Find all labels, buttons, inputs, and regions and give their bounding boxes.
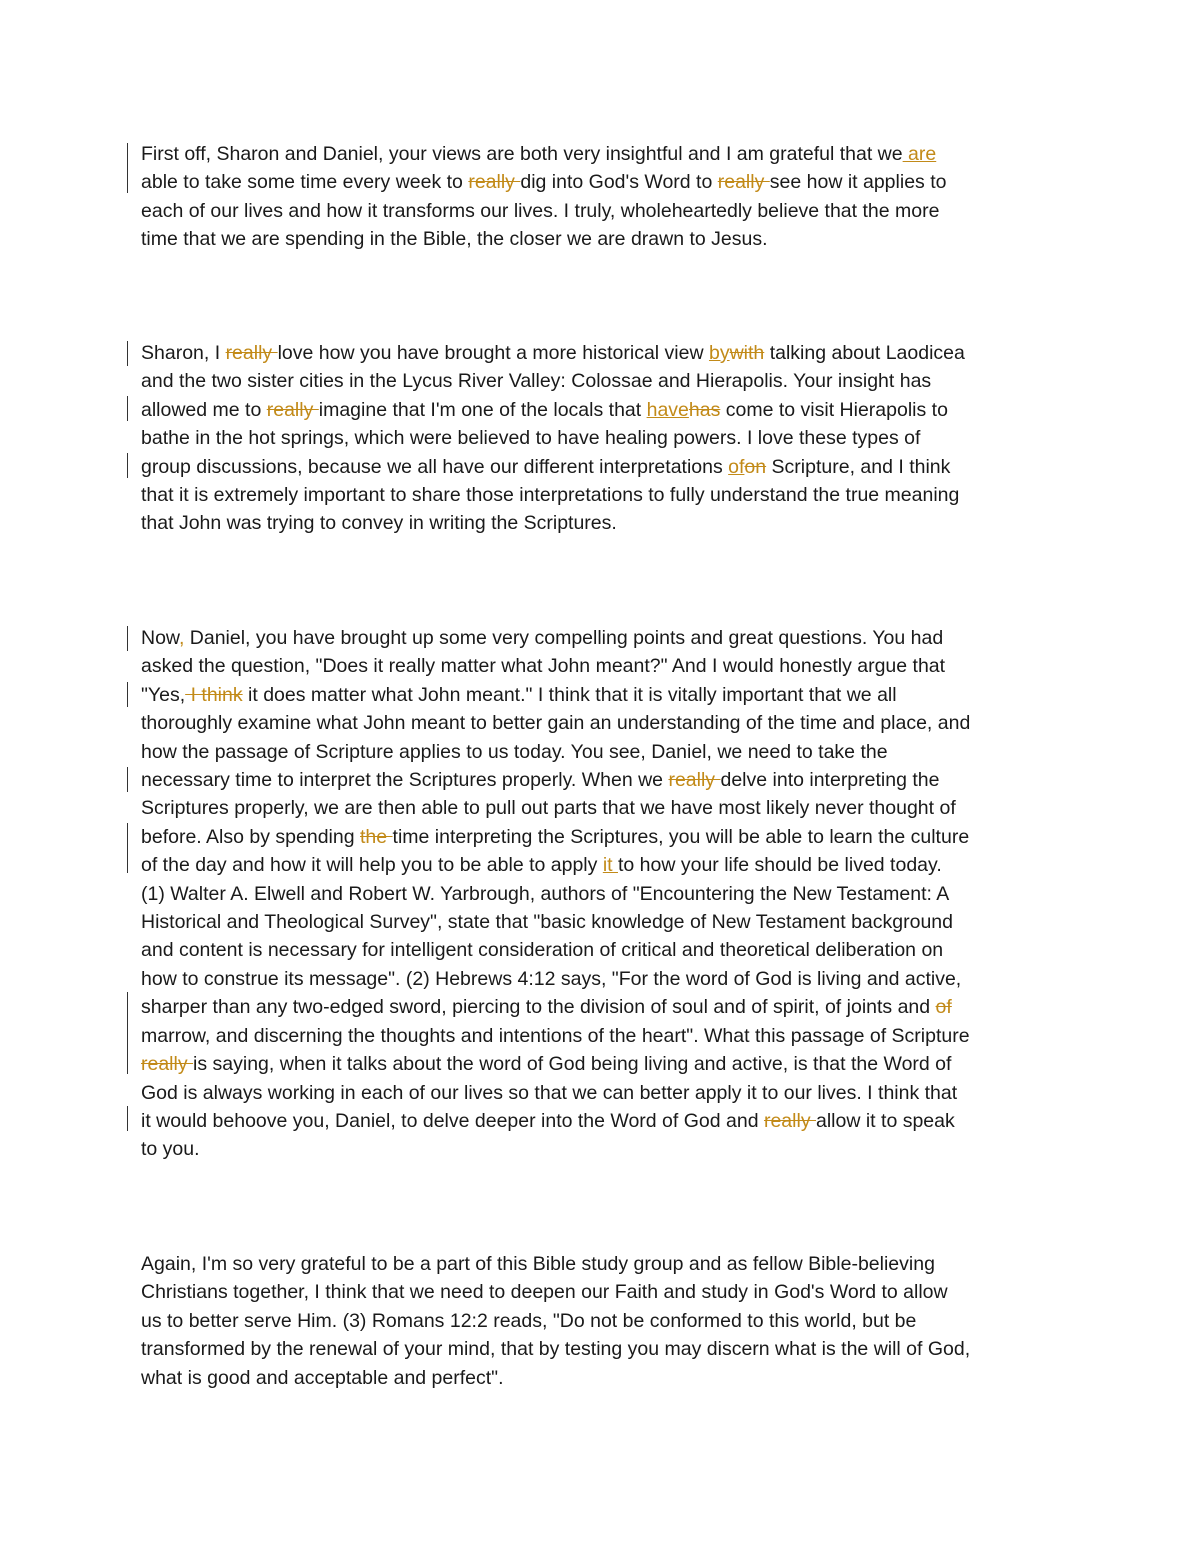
text-run: Historical and Theological Survey", state that "basic knowledge of New Testament background [141, 911, 953, 934]
text-run: and the two sister cities in the Lycus River Valley: Colossae and Hierapolis. Your insight has [141, 370, 932, 393]
text-line [141, 140, 1071, 168]
inserted-text: of [728, 455, 745, 478]
text-run: thoroughly examine what John meant to better gain an understanding of the time and place, and [141, 712, 971, 735]
text-line [141, 880, 1071, 908]
text-run: able to take some time every week to [141, 171, 469, 194]
deleted-text: really [225, 342, 278, 364]
text-run: First off, Sharon and Daniel, your views are both very insightful and I am grateful that we [141, 143, 903, 165]
change-bar [127, 823, 128, 873]
text-run: see how it applies to [769, 171, 947, 194]
text-run: that it is extremely important to share those interpretations to fully understand the true meaning [141, 484, 960, 507]
inserted-text: by [708, 342, 730, 364]
text-run: bathe in the hot springs, which were believed to have healing powers. I love these types of [141, 427, 921, 450]
deleted-text: really [763, 1109, 816, 1132]
text-line [141, 766, 1071, 794]
change-bar [127, 143, 128, 193]
change-bar [127, 682, 128, 707]
text-run: to you. [141, 1138, 200, 1161]
text-run: delve into interpreting the [720, 769, 940, 792]
text-run: each of our lives and how it transforms our lives. I truly, wholeheartedly believe that the more [141, 199, 940, 222]
deleted-text: really [668, 769, 721, 792]
text-run: imagine that I'm one of the locals that [318, 398, 647, 421]
text-line [141, 1364, 1071, 1392]
text-line [141, 1307, 1071, 1335]
text-line [141, 225, 1071, 253]
paragraph-3 [141, 624, 1071, 1164]
text-run: asked the question, "Does it really matter what John meant?" And I would honestly argue that [141, 655, 946, 678]
text-run: before. Also by spending [141, 825, 360, 848]
text-run: of the day and how it will help you to be able to apply [141, 854, 603, 877]
text-run: "Yes, [141, 683, 186, 706]
text-line [141, 168, 1071, 196]
change-bar [127, 1106, 128, 1131]
text-run: dig into God's Word to [520, 171, 718, 194]
text-run: Christians together, I think that we need to deepen our Faith and study in God's Word to allow [141, 1281, 948, 1304]
text-run: time interpreting the Scriptures, you will be able to learn the culture [392, 825, 970, 848]
text-line [141, 738, 1071, 766]
text-run: Scripture, and I think [766, 455, 951, 478]
text-run: Daniel, you have brought up some very compelling points and great questions. You had [184, 627, 944, 649]
text-line [141, 823, 1071, 851]
text-line [141, 481, 1071, 509]
change-bar [127, 453, 128, 478]
text-run: us to better serve Him. (3) Romans 12:2 reads, "Do not be conformed to this world, but be [141, 1309, 917, 1332]
change-bar [127, 396, 128, 421]
text-line [141, 652, 1071, 680]
text-line [141, 424, 1071, 452]
paragraph-2 [141, 339, 1071, 538]
text-line [141, 1022, 1071, 1050]
paragraph-4 [141, 1250, 1071, 1392]
text-line [141, 965, 1071, 993]
text-line [141, 794, 1071, 822]
deleted-text: really [717, 171, 770, 194]
text-run: time that we are spending in the Bible, the closer we are drawn to Jesus. [141, 228, 768, 251]
change-bar [127, 626, 128, 651]
text-run: talking about Laodicea [764, 342, 965, 364]
text-line [141, 936, 1071, 964]
deleted-text: with [729, 342, 765, 364]
text-run: how to construe its message". (2) Hebrews 4:12 says, "For the word of God is living and active, [141, 967, 962, 990]
text-run: allowed me to [141, 398, 267, 421]
inserted-text: , [178, 627, 185, 649]
deleted-text: really [468, 171, 521, 194]
text-line [141, 1278, 1071, 1306]
text-run: marrow, and discerning the thoughts and intentions of the heart". What this passage of Scripture [141, 1024, 970, 1047]
deleted-text: on [744, 455, 767, 478]
deleted-text: the [360, 825, 393, 848]
deleted-text: of [935, 996, 952, 1019]
text-line [141, 681, 1071, 709]
text-run: that John was trying to convey in writing the Scriptures. [141, 512, 617, 535]
text-run: it does matter what John meant." I think that it is vitally important that we all [242, 683, 897, 706]
text-run: Scriptures properly, we are then able to pull out parts that we have most likely never thought of [141, 797, 956, 820]
text-run: and content is necessary for intelligent consideration of critical and theoretical deliberation on [141, 939, 944, 962]
text-line [141, 367, 1071, 395]
text-line [141, 339, 1071, 367]
text-line [141, 709, 1071, 737]
text-run: to how your life should be lived today. [617, 854, 942, 877]
text-run: (1) Walter A. Elwell and Robert W. Yarbrough, authors of "Encountering the New Testament: A [141, 882, 950, 905]
text-line [141, 1079, 1071, 1107]
text-run: is saying, when it talks about the word of God being living and active, is that the Word of [193, 1053, 952, 1076]
text-line [141, 1050, 1071, 1078]
text-run: it would behoove you, Daniel, to delve deeper into the Word of God and [141, 1109, 764, 1132]
text-line [141, 1250, 1071, 1278]
text-run: come to visit Hierapolis to [720, 398, 948, 421]
text-line [141, 908, 1071, 936]
deleted-text: has [688, 398, 721, 421]
text-line [141, 1335, 1071, 1363]
text-line [141, 1107, 1071, 1135]
deleted-text: really [141, 1053, 194, 1076]
text-line [141, 993, 1071, 1021]
inserted-text: are [902, 143, 937, 165]
text-line [141, 851, 1071, 879]
deleted-text: really [266, 398, 319, 421]
change-bar [127, 767, 128, 792]
deleted-text: I think [185, 683, 243, 706]
text-line [141, 509, 1071, 537]
text-run: group discussions, because we all have our different interpretations [141, 455, 729, 478]
inserted-text: it [602, 854, 618, 877]
text-run: allow it to speak [816, 1109, 955, 1132]
text-line [141, 197, 1071, 225]
text-line [141, 624, 1071, 652]
text-run: God is always working in each of our lives so that we can better apply it to our lives. I think that [141, 1081, 958, 1104]
text-run: how the passage of Scripture applies to us today. You see, Daniel, we need to take the [141, 740, 888, 763]
text-line [141, 453, 1071, 481]
text-run: sharper than any two-edged sword, piercing to the division of soul and of spirit, of joints and [141, 996, 936, 1019]
text-run: necessary time to interpret the Scriptures properly. When we [141, 769, 669, 792]
text-run: Sharon, I [141, 342, 226, 364]
text-run: what is good and acceptable and perfect". [141, 1366, 504, 1389]
change-bar [127, 992, 128, 1074]
text-run: transformed by the renewal of your mind, that by testing you may discern what is the will of God, [141, 1338, 971, 1361]
change-bar [127, 341, 128, 366]
paragraph-1 [141, 140, 1071, 254]
inserted-text: have [646, 398, 689, 421]
text-run: Again, I'm so very grateful to be a part of this Bible study group and as fellow Bible-believing [141, 1253, 935, 1275]
text-run: love how you have brought a more historical view [277, 342, 709, 364]
text-run: Now [141, 627, 179, 649]
text-line [141, 396, 1071, 424]
text-line [141, 1135, 1071, 1163]
